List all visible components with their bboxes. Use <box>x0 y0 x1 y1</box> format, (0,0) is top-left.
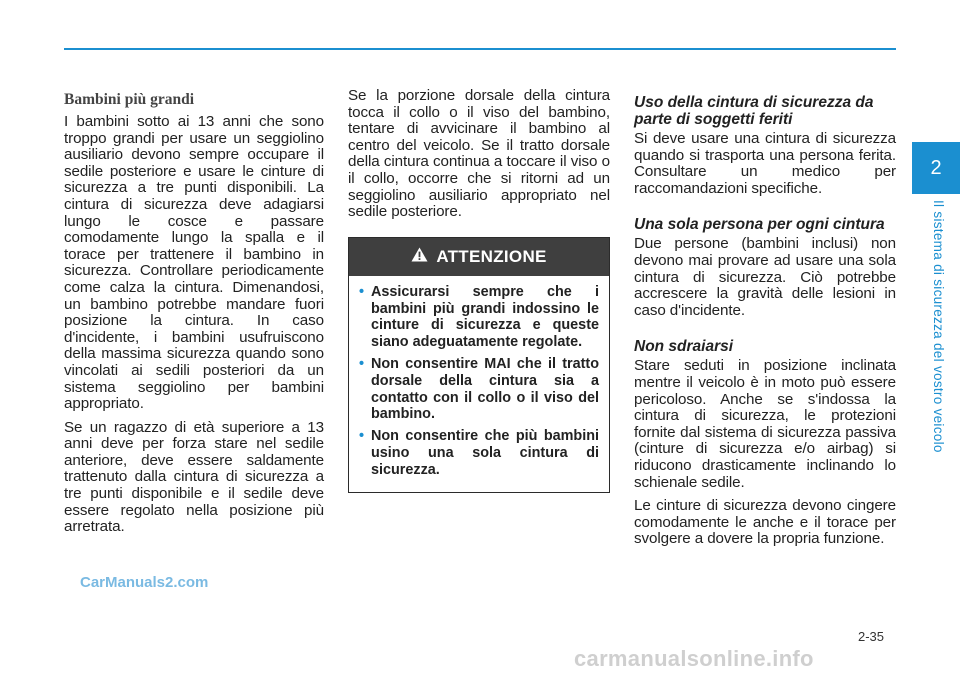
watermark-carmanualsonline: carmanualsonline.info <box>574 646 814 671</box>
paragraph: Se un ragazzo di età superiore a 13 anni deve per forza stare nel sedile anteriore, deve essere saldamente trattenuto dalla cintura di sicurezza a tre punti disponibile e il sedile deve essere regolato nella posizione più arretrata. <box>64 418 324 536</box>
warning-header <box>349 238 609 276</box>
warning-box <box>348 237 610 493</box>
warning-triangle-icon <box>411 247 428 267</box>
header-rule <box>64 48 896 50</box>
paragraph: Si deve usare una cintura di sicurezza quando si trasporta una persona ferita. Consultare un medico per raccomandazioni specifiche. <box>634 130 896 197</box>
warning-item: • Assicurarsi sempre che i bambini più grandi indossino le cinture di sicurezza e queste siano adeguatamente regolate. <box>359 283 599 351</box>
warning-list <box>349 276 609 492</box>
bullet-icon: • <box>359 283 365 300</box>
column-1 <box>64 88 324 543</box>
warning-item: • Non consentire MAI che il tratto dorsale della cintura sia a contatto con il collo o il viso del bambino. <box>359 355 599 423</box>
section-heading: Non sdraiarsi <box>634 338 734 356</box>
bullet-icon: • <box>359 355 365 372</box>
paragraph: Se la porzione dorsale della cintura tocca il collo o il viso del bambino, tentare di avvicinare il bambino al centro del veicolo. Se il tratto dorsale della cintura continua a toccare il viso o il collo, occorre che si ritorni ad un seggiolino ausiliario appropriato nel sedile posteriore. <box>348 87 610 221</box>
paragraph: I bambini sotto ai 13 anni che sono troppo grandi per usare un seggiolino ausiliario devono sempre occupare il sedile posteriore e usare le cinture di sicurezza a tre punti disponibili. La cintura di sicurezza deve adagiarsi lungo le cosce e passare comodamente lungo la spalla e il torace per trattenere il bambino in sicurezza. Controllare periodicamente come calza la cintura. Dimenandosi, un bambino potrebbe mandare fuori posizione la cintura. In caso d'incidente, i bambini usufruiscono della massima sicurezza quando sono vincolati ai sedili posteriori da un sistema seggiolino per bambini appropriato. <box>64 113 324 413</box>
watermark-carmanuals2: CarManuals2.com <box>80 574 209 591</box>
column-2 <box>348 88 610 493</box>
column-3 <box>634 94 896 555</box>
chapter-title: Il sistema di sicurezza del vostro veicolo <box>931 200 946 453</box>
warning-item: • Non consentire che più bambini usino una sola cintura di sicurezza. <box>359 428 599 478</box>
section-heading: Una sola persona per ogni cintura <box>634 216 885 234</box>
paragraph: Due persone (bambini inclusi) non devono mai provare ad usare una sola cintura di sicurezza. Ciò potrebbe accrescere la gravità delle lesioni in caso d'incidente. <box>634 235 896 319</box>
paragraph: Stare seduti in posizione inclinata mentre il veicolo è in moto può essere pericoloso. Anche se s'indossa la cintura di sicurezza, le protezioni fornite dal sistema di sicurezza passiva (cinture di sicurezza e/o airbag) si riducono drasticamente inclinando lo schienale sedile. <box>634 357 896 491</box>
page-number: 2-35 <box>858 629 885 644</box>
heading-bambini-piu-grandi: Bambini più grandi <box>64 91 195 108</box>
section-heading: Uso della cintura di sicurezza da parte di soggetti feriti <box>634 94 874 128</box>
warning-title: ATTENZIONE <box>436 246 547 266</box>
bullet-icon: • <box>359 428 365 445</box>
paragraph: Le cinture di sicurezza devono cingere comodamente le anche e il torace per svolgere a dovere la propria funzione. <box>634 497 896 548</box>
chapter-tab: 2 <box>912 142 960 194</box>
